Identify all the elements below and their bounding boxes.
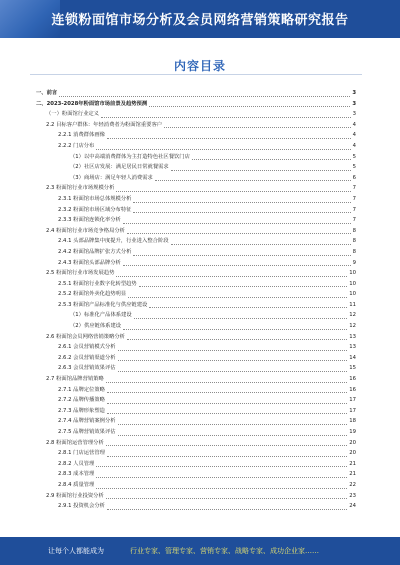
toc-entry-label: （一）粉面馆行业定义 xyxy=(46,111,99,118)
toc-entry-page: 24 xyxy=(349,503,356,510)
toc-entry-label: 2.2.2 门店分布 xyxy=(58,142,95,149)
toc-entry-label: 二、2023-2028年粉面馆市场前景及趋势预测 xyxy=(36,100,148,107)
toc-entry-label: 2.7 粉面馆品牌营销策略 xyxy=(46,376,104,383)
toc-leader-dots xyxy=(127,233,351,234)
toc-entry-page: 15 xyxy=(349,365,356,372)
toc-entry[interactable] xyxy=(36,459,356,470)
toc-entry-page: 3 xyxy=(352,100,356,107)
toc-leader-dots xyxy=(107,392,347,393)
toc-entry[interactable] xyxy=(36,141,356,152)
toc-entry-label: （2）社区店发展：满足居民日常就餐需求 xyxy=(70,164,169,171)
toc-entry-page: 14 xyxy=(349,354,356,361)
toc-leader-dots xyxy=(171,170,351,171)
footer-slogan: 让每个人都能成为 xyxy=(48,547,104,555)
toc-entry-label: 2.3.2 粉面馆市场区域分布特征 xyxy=(58,206,132,213)
toc-entry-label: 2.8.1 门店运营管理 xyxy=(58,450,105,457)
toc-entry-page: 3 xyxy=(352,90,356,96)
toc-entry-page: 17 xyxy=(349,397,356,404)
toc-leader-dots xyxy=(106,498,347,499)
toc-entry-label: 2.4.3 粉面馆头部品牌分析 xyxy=(58,259,121,266)
toc-entry-label: 2.7.2 品牌传播策略 xyxy=(58,397,105,404)
toc-entry-label: 2.4.1 头部品牌集中度提升，行业进入整合阶段 xyxy=(58,238,169,245)
toc-entry-label: （1）以中高端消费群体为主打造特色社区餐饮门店 xyxy=(70,153,190,160)
toc-leader-dots xyxy=(149,106,350,107)
toc-entry-page: 19 xyxy=(349,429,356,435)
toc-leader-dots xyxy=(107,509,347,510)
toc-leader-dots xyxy=(106,382,347,383)
toc-leader-dots xyxy=(118,435,348,436)
toc-entry-label: 2.3.3 粉面馆连锁化率分析 xyxy=(58,217,121,224)
toc-leader-dots xyxy=(59,96,350,97)
toc-entry-label: 2.5.1 粉面馆行业数字化转型趋势 xyxy=(58,280,137,287)
toc-leader-dots xyxy=(96,477,347,478)
toc-leader-dots xyxy=(107,138,351,139)
report-header xyxy=(0,0,400,38)
footer-tagline: 行业专家、管理专家、营销专家、战略专家、成功企业家…… xyxy=(130,547,319,555)
toc-leader-dots xyxy=(155,180,351,181)
toc-entry-label: 2.5.3 粉面馆产品标准化与供应链建设 xyxy=(58,301,148,308)
toc-entry-label: 2.3.1 粉面馆市场总体规模分析 xyxy=(58,195,132,202)
toc-entry[interactable] xyxy=(36,130,356,141)
toc-entry-label: 2.8.4 质量管理 xyxy=(58,481,95,488)
toc-leader-dots xyxy=(139,286,348,287)
toc-entry-label: 2.7.3 品牌形象塑造 xyxy=(58,407,105,414)
toc-entry[interactable] xyxy=(36,162,356,173)
toc-leader-dots xyxy=(134,318,348,319)
toc-entry-page: 7 xyxy=(352,206,356,213)
toc-entry-page: 23 xyxy=(349,492,356,499)
toc-entry[interactable] xyxy=(36,363,356,374)
toc-entry[interactable] xyxy=(36,99,356,110)
toc-entry-label: 2.6.3 会员营销效果评估 xyxy=(58,365,116,372)
toc-entry[interactable] xyxy=(36,480,356,491)
toc-entry-label: 2.8.3 成本管理 xyxy=(58,471,95,478)
toc-entry[interactable] xyxy=(36,247,356,258)
toc-entry-label: 2.9.1 投资机会分析 xyxy=(58,503,105,510)
toc-entry-label: 2.7.1 品牌定位策略 xyxy=(58,386,105,393)
toc-entry[interactable] xyxy=(36,258,356,269)
toc-entry-page: 21 xyxy=(349,460,356,467)
toc-leader-dots xyxy=(123,223,351,224)
toc-entry[interactable] xyxy=(36,226,356,237)
toc-leader-dots xyxy=(116,191,350,192)
toc-entry-page: 16 xyxy=(349,386,356,393)
toc-leader-dots xyxy=(149,307,347,308)
toc-leader-dots xyxy=(128,297,347,298)
toc-leader-dots xyxy=(96,488,347,489)
toc-entry-page: 8 xyxy=(352,227,356,234)
toc-entry[interactable] xyxy=(36,310,356,321)
toc-entry-page: 7 xyxy=(352,217,356,224)
toc-entry[interactable] xyxy=(36,120,356,131)
toc-leader-dots xyxy=(118,424,348,425)
toc-entry-page: 6 xyxy=(352,174,356,181)
toc-entry[interactable] xyxy=(36,173,356,184)
toc-entry[interactable] xyxy=(36,88,356,99)
toc-entry[interactable] xyxy=(36,491,356,502)
toc-leader-dots xyxy=(123,329,347,330)
toc-entry[interactable] xyxy=(36,385,356,396)
toc-entry-page: 12 xyxy=(349,312,356,319)
toc-entry-page: 16 xyxy=(349,376,356,383)
toc-leader-dots xyxy=(118,360,348,361)
toc-entry-page: 9 xyxy=(352,259,356,266)
toc-entry-page: 13 xyxy=(349,344,356,351)
toc-entry-label: 一、前言 xyxy=(36,90,58,96)
toc-entry[interactable] xyxy=(36,406,356,417)
toc-leader-dots xyxy=(133,255,350,256)
toc-entry-label: 2.3 粉面馆行业市场规模分析 xyxy=(46,185,115,192)
toc-entry[interactable] xyxy=(36,300,356,311)
toc-entry[interactable] xyxy=(36,416,356,427)
toc-entry-label: 2.2.1 消费群体画像 xyxy=(58,132,105,139)
toc-entry[interactable] xyxy=(36,374,356,385)
toc-entry-label: 2.6.1 会员营销模式分析 xyxy=(58,344,116,351)
toc-entry-page: 4 xyxy=(352,132,356,139)
toc-entry-page: 10 xyxy=(349,270,356,277)
toc-entry[interactable] xyxy=(36,109,356,120)
toc-entry[interactable] xyxy=(36,501,356,512)
toc-entry-page: 4 xyxy=(352,121,356,128)
toc-entry[interactable] xyxy=(36,152,356,163)
toc-entry-page: 11 xyxy=(349,301,356,308)
toc-entry-page: 7 xyxy=(352,185,356,192)
toc-entry-label: 2.8.2 人员管理 xyxy=(58,460,95,467)
toc-entry-label: （3）商场店：满足年轻人消费需求 xyxy=(70,174,153,181)
toc-entry-page: 3 xyxy=(352,111,356,118)
toc-leader-dots xyxy=(123,265,351,266)
toc-entry-page: 10 xyxy=(349,291,356,298)
toc-leader-dots xyxy=(192,159,351,160)
toc-leader-dots xyxy=(133,212,350,213)
toc-entry[interactable] xyxy=(36,448,356,459)
toc-entry[interactable] xyxy=(36,183,356,194)
toc-entry-label: 2.2 目标客户群体：年轻消费者为粉面馆重要客户 xyxy=(46,121,163,128)
toc-entry[interactable] xyxy=(36,236,356,247)
toc-entry-label: 2.8 粉面馆运营管理分析 xyxy=(46,439,104,446)
toc-entry-label: 2.7.4 品牌营销案例分析 xyxy=(58,418,116,425)
toc-leader-dots xyxy=(133,202,350,203)
toc-leader-dots xyxy=(171,244,351,245)
toc-entry[interactable] xyxy=(36,332,356,343)
toc-entry[interactable] xyxy=(36,353,356,364)
toc-divider xyxy=(30,74,362,75)
report-footer xyxy=(0,537,400,565)
toc-entry-label: （1）标准化产品体系建设 xyxy=(70,312,132,319)
toc-entry-page: 8 xyxy=(352,238,356,245)
toc-entry[interactable] xyxy=(36,469,356,480)
toc-entry-page: 4 xyxy=(352,142,356,149)
report-title: 连锁粉面馆市场分析及会员网络营销策略研究报告 xyxy=(51,13,349,28)
toc-entry[interactable] xyxy=(36,268,356,279)
toc-leader-dots xyxy=(96,466,347,467)
toc-entry[interactable] xyxy=(36,289,356,300)
toc-leader-dots xyxy=(96,149,350,150)
toc-heading: 内容目录 xyxy=(173,59,226,73)
toc-entry-page: 5 xyxy=(352,153,356,160)
toc-leader-dots xyxy=(107,456,347,457)
toc-entry-label: （2）供应链体系建设 xyxy=(70,323,122,330)
toc-leader-dots xyxy=(107,413,347,414)
toc-entry-page: 22 xyxy=(349,481,356,488)
toc-entry-page: 7 xyxy=(352,195,356,202)
toc-leader-dots xyxy=(106,445,347,446)
toc-entry[interactable] xyxy=(36,194,356,205)
toc-entry[interactable] xyxy=(36,427,356,438)
toc-entry-label: 2.5 粉面馆行业市场发展趋势 xyxy=(46,270,115,277)
toc-entry-page: 17 xyxy=(349,407,356,414)
toc-leader-dots xyxy=(107,403,347,404)
toc-entry[interactable] xyxy=(36,215,356,226)
toc-entry-page: 13 xyxy=(349,333,356,340)
toc-entry[interactable] xyxy=(36,395,356,406)
toc-entry-page: 10 xyxy=(349,280,356,287)
toc-entry-label: 2.6.2 会员营销渠道分析 xyxy=(58,354,116,361)
toc-entry-label: 2.5.2 粉面馆外卖化趋势明显 xyxy=(58,291,127,298)
toc-entry[interactable] xyxy=(36,342,356,353)
toc-entry[interactable] xyxy=(36,205,356,216)
toc-entry-page: 8 xyxy=(352,248,356,255)
toc-entry-label: 2.4.2 粉面馆品牌扩张方式分析 xyxy=(58,248,132,255)
toc-leader-dots xyxy=(127,339,347,340)
toc-entry-label: 2.9 粉面馆行业投资分析 xyxy=(46,492,104,499)
table-of-contents xyxy=(36,88,356,512)
toc-entry-label: 2.7.5 品牌营销效果评估 xyxy=(58,429,116,435)
toc-entry-label: 2.6 粉面馆会员网络营销策略分析 xyxy=(46,333,125,340)
toc-entry[interactable] xyxy=(36,438,356,449)
toc-leader-dots xyxy=(118,371,348,372)
toc-leader-dots xyxy=(164,127,351,128)
toc-leader-dots xyxy=(101,117,351,118)
toc-entry-page: 12 xyxy=(349,323,356,330)
toc-entry-page: 18 xyxy=(349,418,356,425)
toc-entry-page: 21 xyxy=(349,471,356,478)
toc-entry[interactable] xyxy=(36,321,356,332)
toc-entry-page: 20 xyxy=(349,450,356,457)
toc-leader-dots xyxy=(118,350,348,351)
toc-entry[interactable] xyxy=(36,279,356,290)
toc-entry-page: 20 xyxy=(349,439,356,446)
toc-leader-dots xyxy=(116,276,347,277)
toc-entry-page: 5 xyxy=(352,164,356,171)
toc-entry-label: 2.4 粉面馆行业市场竞争格局分析 xyxy=(46,227,125,234)
